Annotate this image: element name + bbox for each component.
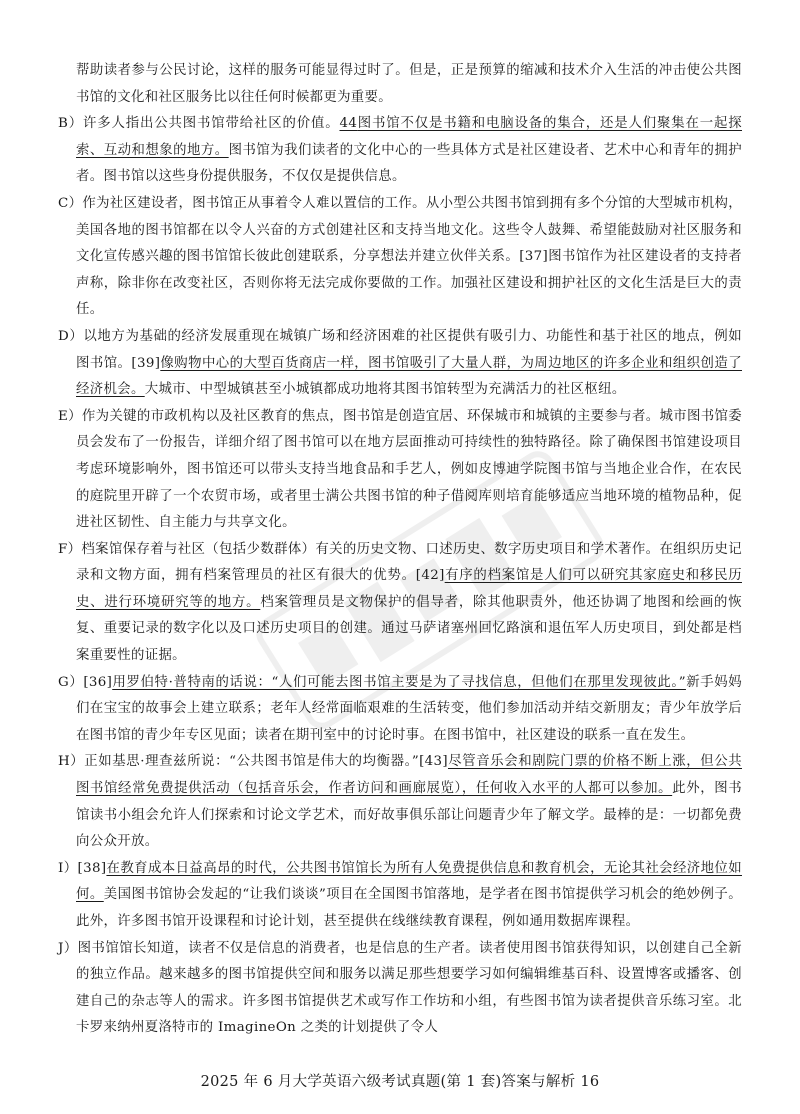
paragraph-b bbox=[58, 111, 742, 191]
paragraph-text: G）[36] bbox=[58, 674, 113, 690]
paragraph-text: 帮助读者参与公民讨论，这样的服务可能显得过时了。但是，正是预算的缩减和技术介入生活的冲击使公共图书馆的文化和社区服务比以往任何时候都更为重要。 bbox=[76, 63, 742, 105]
paragraph-j bbox=[58, 936, 742, 1042]
underlined-answer-text: 有序的档案馆是人们可以研究其家庭史和移民历史、进行环境研究等的地方。 bbox=[76, 568, 742, 610]
paragraph-text: 此外，图书馆读书小组会允许人们探索和讨论文学艺术，而好故事俱乐部让问题青少年了解文学。最棒的是：一切都免费向公众开放。 bbox=[76, 781, 742, 850]
paragraph-text: 大城市、中型城镇甚至小城镇都成功地将其图书馆转型为充满活力的社区枢纽。 bbox=[144, 382, 626, 398]
underlined-answer-text: 尽管音乐会和剧院门票的价格不断上涨，但公共图书馆经常免费提供活动（包括音乐会，作者访问和画廊展览），任何收入水平的人都可以参加。 bbox=[76, 754, 742, 797]
article-body bbox=[58, 58, 742, 1042]
paragraph-text: B）许多人指出公共图书馆带给社区的价值。 bbox=[58, 116, 340, 132]
page-footer: 2025 年 6 月大学英语六级考试真题(第 1 套)答案与解析 16 bbox=[200, 1074, 600, 1090]
underlined-answer-text: 像购物中心的大型百货商店一样，图书馆吸引了大量人群，为周边地区的许多企业和组织创造了经济机会。 bbox=[76, 355, 742, 398]
paragraph-text: 图书馆为我们读者的文化中心的一些具体方式是社区建设者、艺术中心和青年的拥护者。图书馆以这些身份提供服务，不仅仅是提供信息。 bbox=[76, 142, 742, 185]
paragraph-text: C）作为社区建设者，图书馆正从事着令人难以置信的工作。从小型公共图书馆到拥有多个分馆的大型城市机构，美国各地的图书馆都在以令人兴奋的方式创建社区和支持当地文化。这些令人鼓舞、希望能鼓励对社区服务和文化宣传感兴趣的图书馆馆长彼此创建联系，分享想法并建立伙伴关系。[37]图书馆作为社区建设者的支持者声称，除非你在改变社区，否则你将无法完成你要做的工作。加强社区建设和拥护社区的文化生活是巨大的责任。 bbox=[58, 195, 742, 318]
paragraph-g bbox=[58, 670, 742, 750]
paragraph-text: D）以地方为基础的经济发展重现在城镇广场和经济困难的社区提供有吸引力、功能性和基于社区的地点，例如图书馆。[39] bbox=[58, 328, 742, 371]
underlined-answer-text: 图书馆不仅是书籍和电脑设备的集合，还是人们聚集在一起探索、互动和想象的地方。 bbox=[76, 116, 742, 158]
paragraph-e bbox=[58, 404, 742, 537]
paragraph-d bbox=[58, 324, 742, 404]
underlined-answer-text: 44 bbox=[339, 116, 358, 132]
paragraph-text: F）档案馆保存着与社区（包括少数群体）有关的历史文物、口述历史、数字历史项目和学术著作。在组织历史记录和文物方面，拥有档案管理员的社区有很大的优势。[42] bbox=[58, 541, 742, 584]
paragraph-f bbox=[58, 537, 742, 670]
paragraph-text: I）[38] bbox=[58, 860, 107, 876]
paragraph-text: E）作为关键的市政机构以及社区教育的焦点，图书馆是创造宜居、环保城市和城镇的主要参与者。城市图书馆委员会发布了一份报告，详细介绍了图书馆可以在地方层面推动可持续性的独特路径。除了确保图书馆建设项目考虑环境影响外，图书馆还可以带头支持当地食品和手艺人，例如皮博迪学院图书馆与当地企业合作，在农民的庭院里开辟了一个农贸市场，或者里士满公共图书馆的种子借阅库则培育能够适应当地环境的植物品种，促进社区韧性、自主能力与共享文化。 bbox=[58, 408, 742, 531]
paragraph-text: 美国图书馆协会发起的“让我们谈谈”项目在全国图书馆落地，是学者在图书馆提供学习机会的绝妙例子。此外，许多图书馆开设课程和讨论计划，甚至提供在线继续教育课程，例如通用数据库课程。 bbox=[76, 887, 743, 929]
paragraph-text: 档案管理员是文物保护的倡导者，除其他职责外，他还协调了地图和绘画的恢复、重要记录的数字化以及口述历史项目的创建。通过马萨诸塞州回忆路演和退伍军人历史项目，到处都是档案重要性的证据。 bbox=[76, 594, 742, 664]
paragraph-c bbox=[58, 191, 742, 324]
paragraph-text: 新手妈妈们在宝宝的故事会上建立联系；老年人经常面临艰难的生活转变，他们参加活动并结交新朋友；青少年放学后在图书馆的青少年专区见面；读者在期刊室中的讨论时事。在图书馆中，社区建设的联系一直在发生。 bbox=[76, 674, 742, 743]
paragraph-text: H）正如基思·理查兹所说：“公共图书馆是伟大的均衡器。”[43] bbox=[58, 754, 448, 770]
paragraph-cont bbox=[58, 58, 742, 111]
document-page bbox=[58, 58, 742, 1058]
paragraph-i bbox=[58, 856, 742, 936]
paragraph-text: J）图书馆馆长知道，读者不仅是信息的消费者，也是信息的生产者。读者使用图书馆获得知识，以创建自己全新的独立作品。越来越多的图书馆提供空间和服务以满足那些想要学习如何编辑维基百科、设置博客或播客、创建自己的杂志等人的需求。许多图书馆提供艺术或写作工作坊和小组，有些图书馆为读者提供音乐练习室。北卡罗来纳州夏洛特市的 ImagineOn 之类的计划提供了令人 bbox=[58, 940, 742, 1036]
underlined-answer-text: 在教育成本日益高昂的时代，公共图书馆馆长为所有人免费提供信息和教育机会，无论其社会经济地位如何。 bbox=[76, 860, 742, 903]
underlined-answer-text: 用罗伯特·普特南的话说：“人们可能去图书馆主要是为了寻找信息，但他们在那里发现彼此。” bbox=[112, 674, 686, 690]
paragraph-h bbox=[58, 749, 742, 855]
